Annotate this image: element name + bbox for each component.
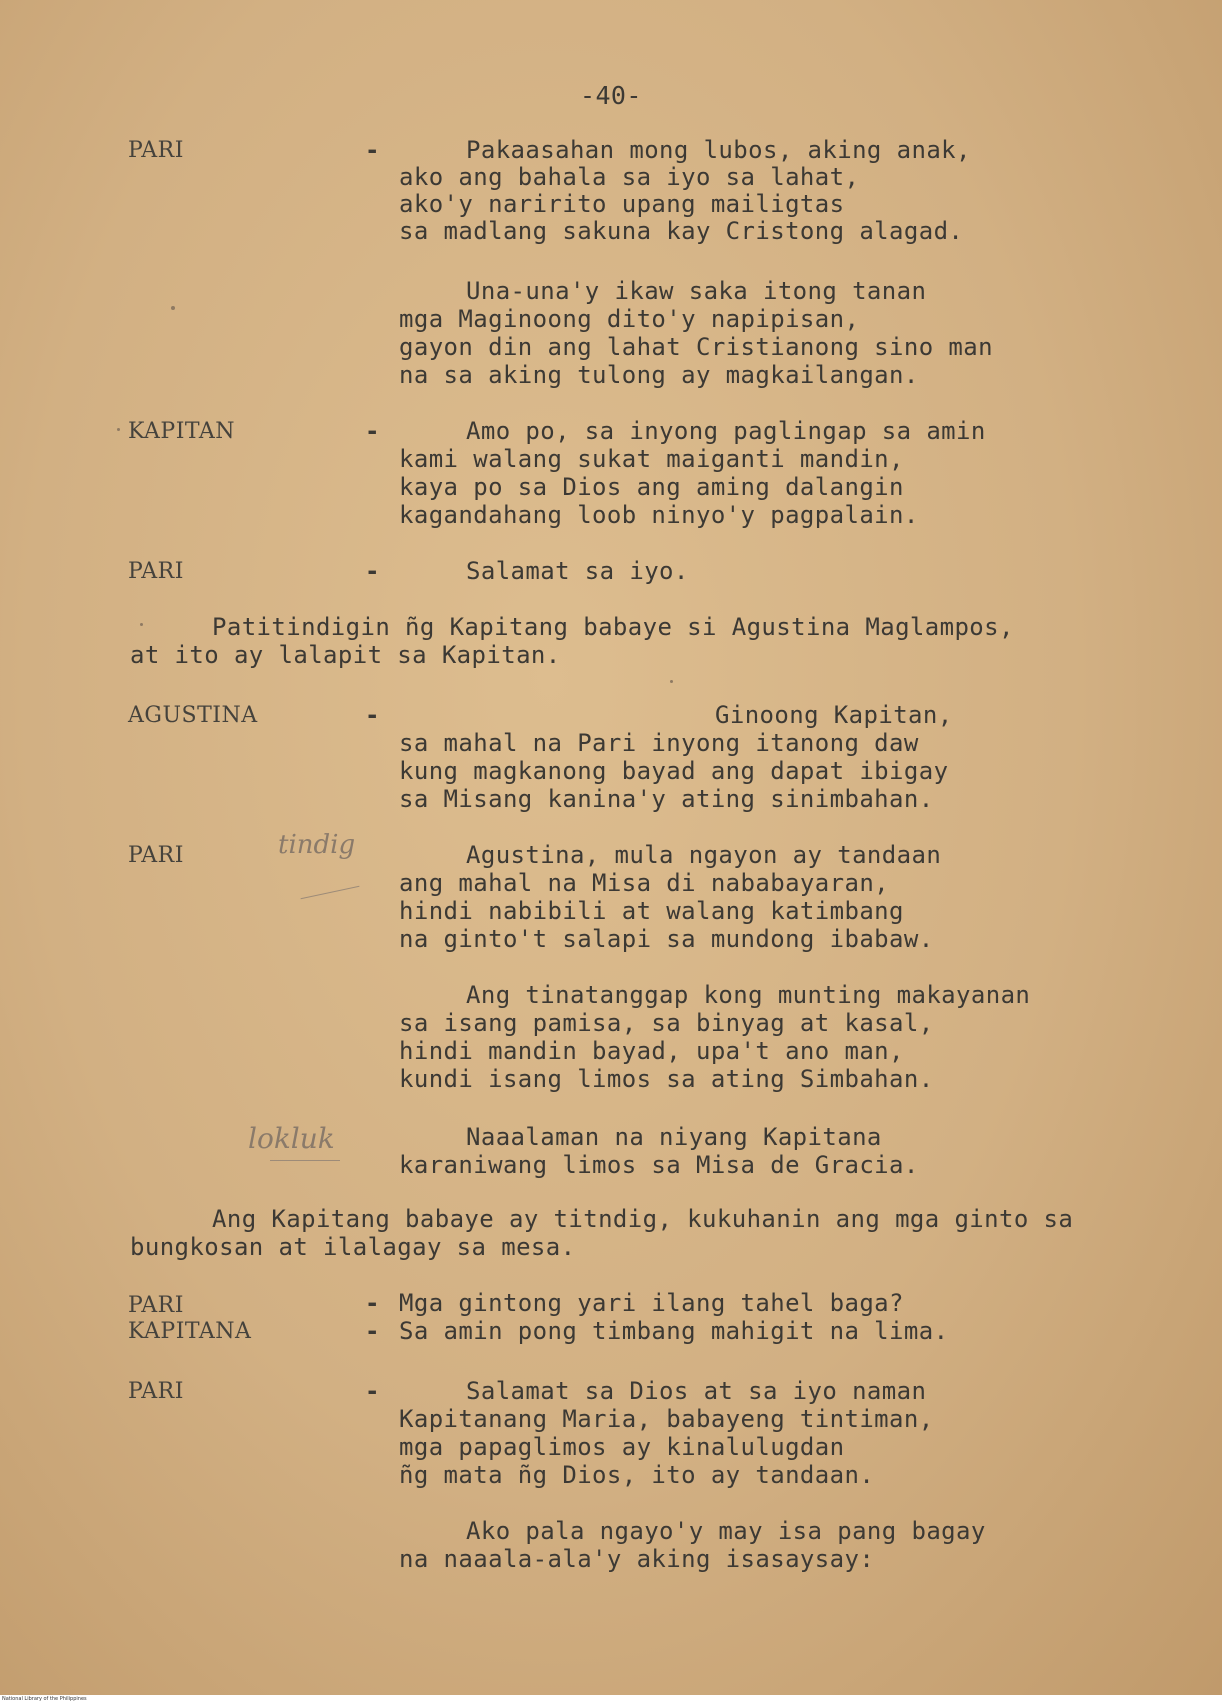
page-number: -40- [580,81,642,110]
verse-line: kaya po sa Dios ang aming dalangin [399,473,904,501]
verse-line: Agustina, mula ngayon ay tandaan [466,841,942,869]
verse-line: Salamat sa Dios at sa iyo naman [466,1377,927,1405]
stage-direction-line: at ito ay lalapit sa Kapitan. [130,641,561,669]
verse-line: hindi nabibili at walang katimbang [399,897,904,925]
speaker-label: PARI [128,1293,184,1318]
speaker-label: PARI [128,138,184,163]
paper-speck [140,623,143,626]
verse-line: na sa aking tulong ay magkailangan. [399,361,919,389]
paper-speck [117,428,120,431]
verse-line: Kapitanang Maria, babayeng tintiman, [399,1405,934,1433]
speaker-label: PARI [128,559,184,584]
verse-line: Ang tinatanggap kong munting makayanan [466,981,1031,1009]
dialogue-dash: - [365,417,380,445]
speaker-label: PARI [128,843,184,868]
verse-line: hindi mandin bayad, upa't ano man, [399,1037,904,1065]
footer-bar [0,1695,1222,1703]
stage-direction-line: bungkosan at ilalagay sa mesa. [130,1233,576,1261]
verse-line: sa mahal na Pari inyong itanong daw [399,729,919,757]
verse-line: Amo po, sa inyong paglingap sa amin [466,417,986,445]
handwritten-underline [301,886,360,899]
verse-line: ñg mata ñg Dios, ito ay tandaan. [399,1461,875,1489]
stage-direction-line: Patitindigin ñg Kapitang babaye si Agustina Maglampos, [212,613,1014,641]
verse-line: Pakaasahan mong lubos, aking anak, [466,136,971,164]
verse-line: sa isang pamisa, sa binyag at kasal, [399,1009,934,1037]
dialogue-dash: - [365,136,380,164]
verse-line: Sa amin pong timbang mahigit na lima. [399,1317,949,1345]
verse-line: karaniwang limos sa Misa de Gracia. [399,1151,919,1179]
verse-line: Ginoong Kapitan, [715,701,953,729]
dialogue-dash: - [365,557,380,585]
verse-line: sa madlang sakuna kay Cristong alagad. [399,217,964,245]
speaker-label: PARI [128,1379,184,1404]
verse-line: kami walang sukat maiganti mandin, [399,445,904,473]
dialogue-dash: - [365,1377,380,1405]
verse-line: kundi isang limos sa ating Simbahan. [399,1065,934,1093]
verse-line: ako ang bahala sa iyo sa lahat, [399,163,860,191]
paper-speck [670,680,673,683]
speaker-label: KAPITANA [128,1319,252,1344]
dialogue-dash: - [365,1317,380,1345]
paper-speck [171,306,175,310]
verse-line: Mga gintong yari ilang tahel baga? [399,1289,904,1317]
verse-line: ang mahal na Misa di nababayaran, [399,869,890,897]
verse-line: ako'y naririto upang mailigtas [399,190,845,218]
verse-line: gayon din ang lahat Cristianong sino man [399,333,993,361]
verse-line: mga Maginoong dito'y napipisan, [399,305,860,333]
verse-line: Naaalaman na niyang Kapitana [466,1123,882,1151]
stage-direction-line: Ang Kapitang babaye ay titndig, kukuhanin ang mga ginto sa [212,1205,1074,1233]
dialogue-dash: - [365,701,380,729]
verse-line: na ginto't salapi sa mundong ibabaw. [399,925,934,953]
verse-line: kung magkanong bayad ang dapat ibigay [399,757,949,785]
handwritten-margin-note: tindig [278,830,356,860]
verse-line: na naaala-ala'y aking isasaysay: [399,1545,875,1573]
verse-line: kagandahang loob ninyo'y pagpalain. [399,501,919,529]
footer-credit: National Library of the Philippines [2,1696,87,1702]
handwritten-underline [270,1160,340,1161]
verse-line: Salamat sa iyo. [466,557,689,585]
verse-line: mga papaglimos ay kinalulugdan [399,1433,845,1461]
dialogue-dash: - [365,1289,380,1317]
speaker-label: AGUSTINA [128,703,258,728]
verse-line: Una-una'y ikaw saka itong tanan [466,277,927,305]
speaker-label: KAPITAN [128,419,236,444]
verse-line: sa Misang kanina'y ating sinimbahan. [399,785,934,813]
verse-line: Ako pala ngayo'y may isa pang bagay [466,1517,986,1545]
handwritten-margin-note: lokluk [248,1122,335,1155]
